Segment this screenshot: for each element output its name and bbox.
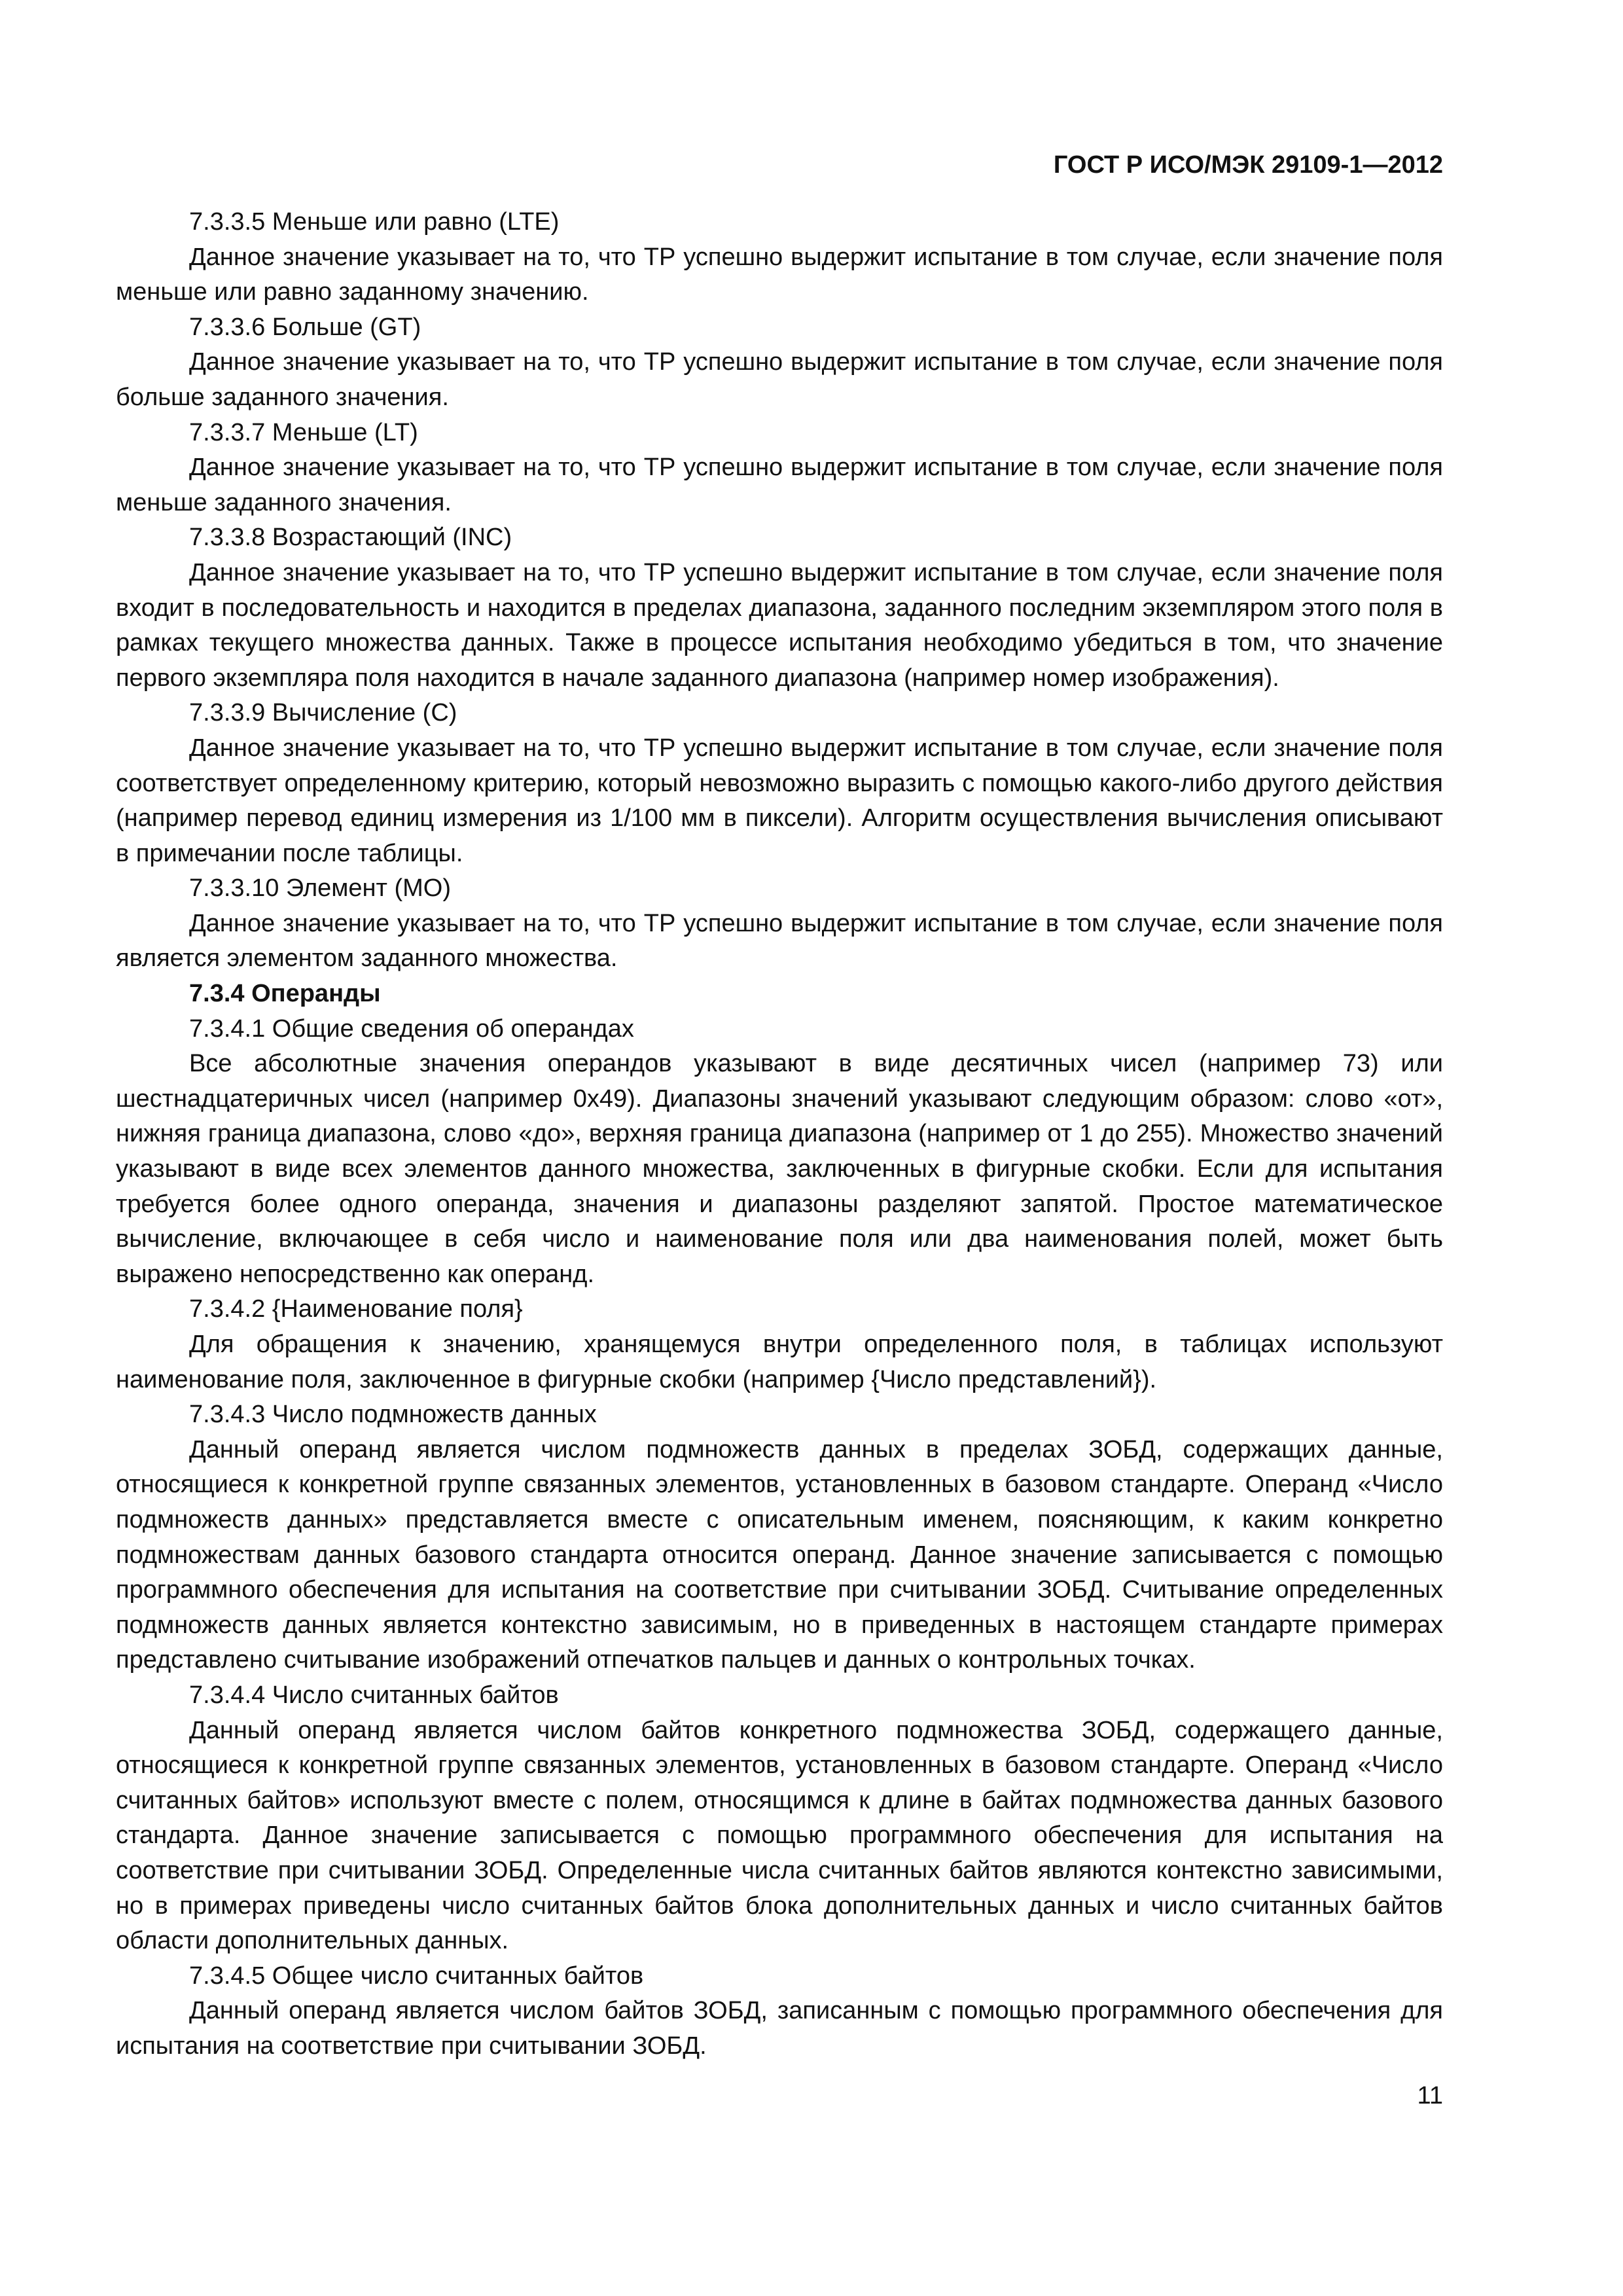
clause-heading-7-3-4-4: 7.3.4.4 Число считанных байтов [189, 1681, 559, 1709]
body-paragraph: Данное значение указывает на то, что ТР успешно выдержит испытание в том случае, если значение поля является элементом заданного множества. [116, 909, 1443, 973]
document-body [116, 205, 1443, 2064]
clause-heading-7-3-3-9: 7.3.3.9 Вычисление (C) [189, 699, 457, 727]
body-paragraph: Данное значение указывает на то, что ТР успешно выдержит испытание в том случае, если значение поля меньше или равно заданному значению. [116, 243, 1443, 306]
clause-heading-7-3-4-3: 7.3.4.3 Число подмножеств данных [189, 1401, 597, 1429]
body-paragraph: Данное значение указывает на то, что ТР успешно выдержит испытание в том случае, если значение поля больше заданного значения. [116, 348, 1443, 411]
clause-heading-7-3-3-6: 7.3.3.6 Больше (GT) [189, 313, 421, 341]
clause-heading-7-3-4-2: 7.3.4.2 {Наименование поля} [189, 1295, 523, 1323]
clause-heading-7-3-3-5: 7.3.3.5 Меньше или равно (LTE) [189, 208, 560, 236]
body-paragraph: Данный операнд является числом байтов ЗОБД, записанным с помощью программного обеспечения для испытания на соответствие при считывании ЗОБД. [116, 1997, 1443, 2060]
section-heading-7-3-4: 7.3.4 Операнды [189, 980, 381, 1008]
clause-heading-7-3-3-7: 7.3.3.7 Меньше (LT) [189, 418, 418, 446]
body-paragraph: Для обращения к значению, хранящемуся внутри определенного поля, в таблицах используют наименование поля, заключенное в фигурные скобки (например {Число представлений}). [116, 1331, 1443, 1393]
running-header: ГОСТ Р ИСО/МЭК 29109-1—2012 [1053, 151, 1443, 179]
clause-heading-7-3-3-10: 7.3.3.10 Элемент (MO) [189, 874, 451, 903]
clause-heading-7-3-4-1: 7.3.4.1 Общие сведения об операндах [189, 1014, 634, 1043]
clause-heading-7-3-4-5: 7.3.4.5 Общее число считанных байтов [189, 1962, 644, 1990]
body-paragraph: Данный операнд является числом подмножеств данных в пределах ЗОБД, содержащих данные, относящиеся к конкретной группе связанных элементов, установленных в базовом стандарте. Операнд «Число подмножеств данных» представляется вместе с описательным именем, поясняющим, к каким конкретно подмножествам данных базового стандарта относится операнд. Данное значение записывается с помощью программного обеспечения для испытания на соответствие при считывании ЗОБД. Считывание определенных подмножеств данных является контекстно зависимым, но в приведенных в настоящем стандарте примерах представлено считывание изображений отпечатков пальцев и данных о контрольных точках. [116, 1435, 1443, 1674]
body-paragraph: Данное значение указывает на то, что ТР успешно выдержит испытание в том случае, если значение поля входит в последовательность и находится в пределах диапазона, заданного последним экземпляром этого поля в рамках текущего множества данных. Также в процессе испытания необходимо убедиться в том, что значение первого экземпляра поля находится в начале заданного диапазона (например номер изображения). [116, 558, 1443, 692]
body-paragraph: Данное значение указывает на то, что ТР успешно выдержит испытание в том случае, если значение поля меньше заданного значения. [116, 454, 1443, 516]
clause-heading-7-3-3-8: 7.3.3.8 Возрастающий (INC) [189, 524, 512, 552]
page-number: 11 [1417, 2082, 1443, 2109]
body-paragraph: Все абсолютные значения операндов указывают в виде десятичных чисел (например 73) или шестнадцатеричных чисел (например 0x49). Диапазоны значений указывают следующим образом: слово «от», нижняя граница диапазона, слово «до», верхняя граница диапазона (например от 1 до 255). Множество значений указывают в виде всех элементов данного множества, заключенных в фигурные скобки. Если для испытания требуется более одного операнда, значения и диапазоны разделяют запятой. Простое математическое вычисление, включающее в себя число и наименование поля или два наименования полей, может быть выражено непосредственно как операнд. [116, 1050, 1443, 1288]
body-paragraph: Данное значение указывает на то, что ТР успешно выдержит испытание в том случае, если значение поля соответствует определенному критерию, который невозможно выразить с помощью какого-либо другого действия (например перевод единиц измерения из 1/100 мм в пиксели). Алгоритм осуществления вычисления описывают в примечании после таблицы. [116, 734, 1443, 867]
body-paragraph: Данный операнд является числом байтов конкретного подмножества ЗОБД, содержащего данные, относящиеся к конкретной группе связанных элементов, установленных в базовом стандарте. Операнд «Число считанных байтов» используют вместе с полем, относящимся к длине в байтах подмножества данных базового стандарта. Данное значение записывается с помощью программного обеспечения для испытания на соответствие при считывании ЗОБД. Определенные числа считанных байтов являются контекстно зависимыми, но в примерах приведены число считанных байтов блока дополнительных данных и число считанных байтов области дополнительных данных. [116, 1716, 1443, 1955]
